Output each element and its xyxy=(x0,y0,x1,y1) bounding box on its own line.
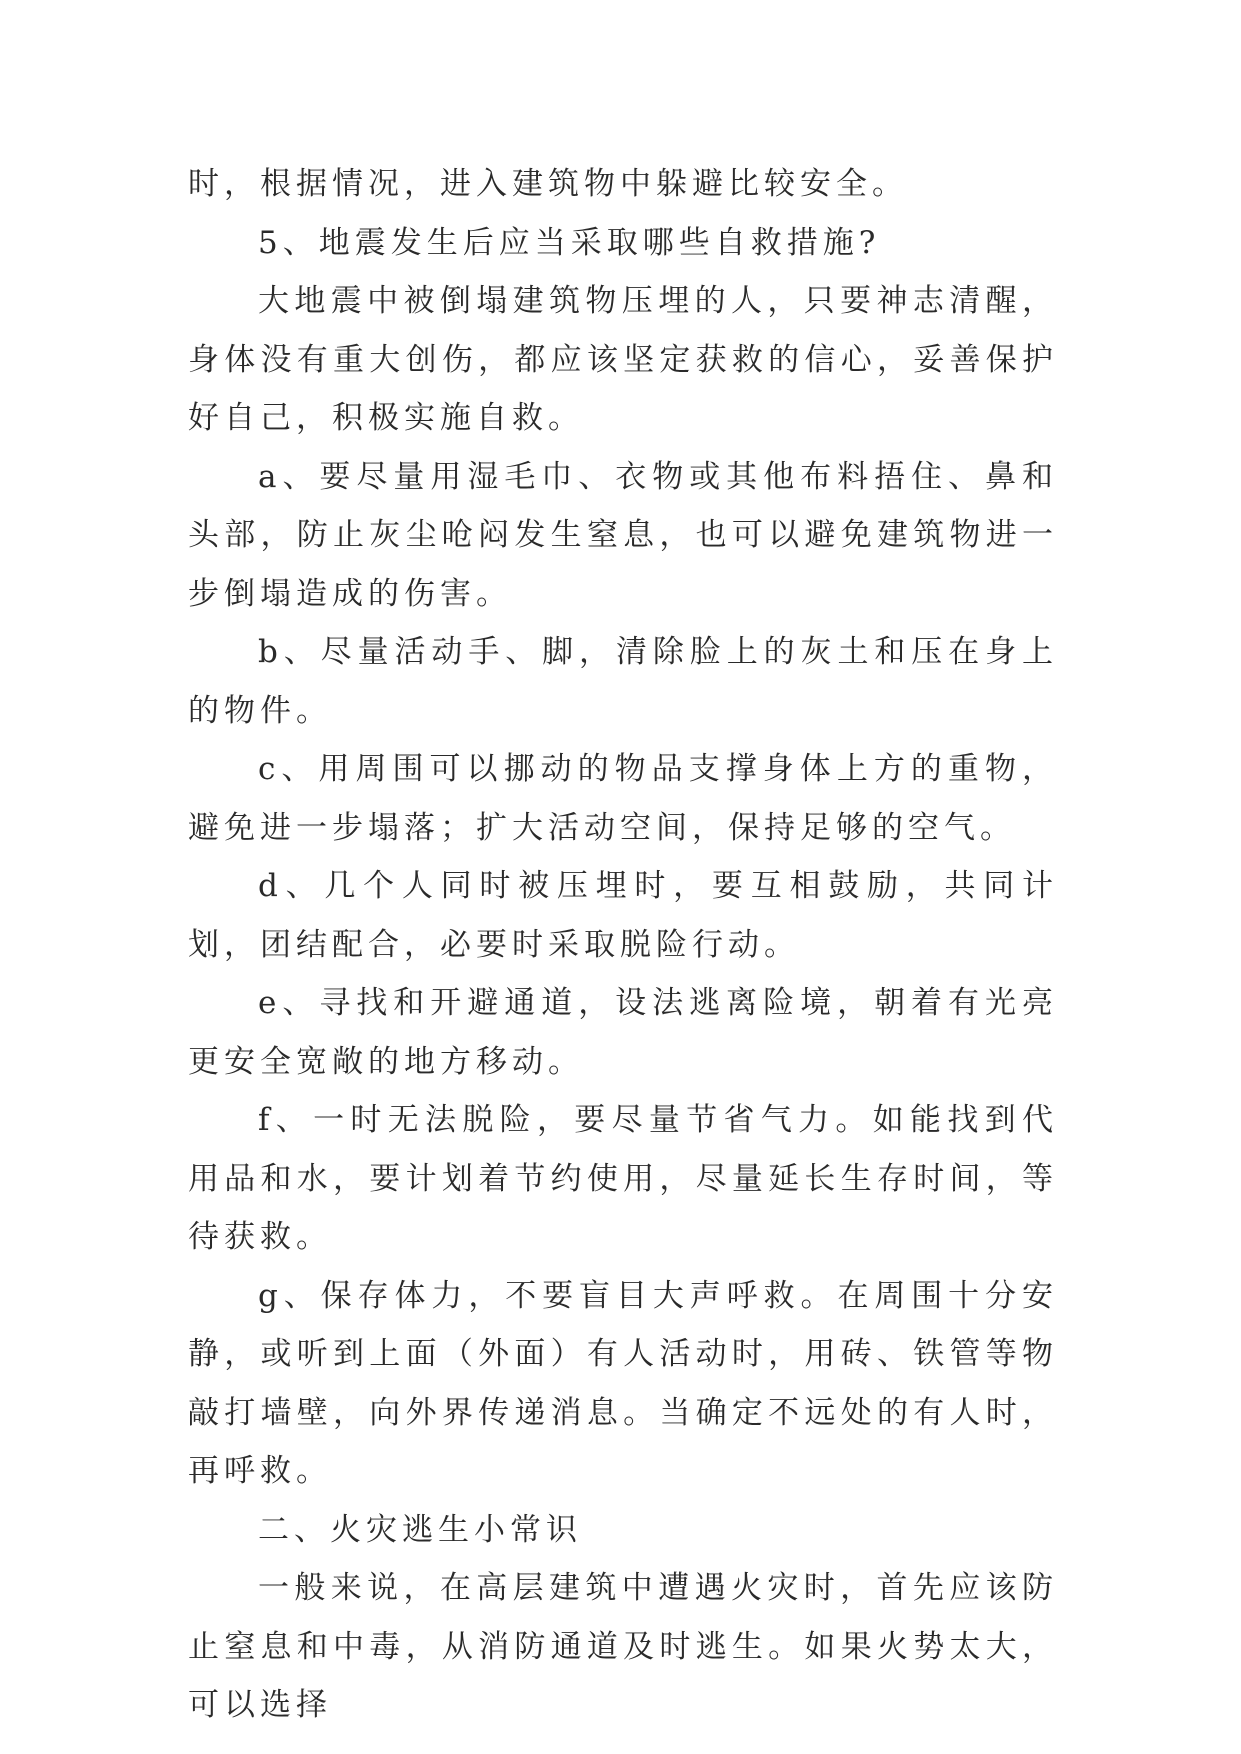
section-heading: 二、火灾逃生小常识 xyxy=(258,1511,582,1548)
list-item-g: g、保存体力，不要盲目大声呼救。在周围十分安静，或听到上面（外面）有人活动时，用砖、铁管等物敲打墙壁，向外界传递消息。当确定不远处的有人时，再呼救。 xyxy=(188,1277,1058,1489)
question-heading: 5、地震发生后应当采取哪些自救措施? xyxy=(258,224,881,261)
list-item-a: a、要尽量用湿毛巾、衣物或其他布料捂住、鼻和头部，防止灰尘呛闷发生窒息，也可以避免建筑物进一步倒塌造成的伤害。 xyxy=(188,458,1058,612)
list-item-f: f、一时无法脱险，要尽量节省气力。如能找到代用品和水，要计划着节约使用，尽量延长生存时间，等待获救。 xyxy=(188,1102,1058,1255)
list-item-c: c、用周围可以挪动的物品支撑身体上方的重物，避免进一步塌落；扩大活动空间，保持足够的空气。 xyxy=(188,751,1058,846)
paragraph-fire-intro: 一般来说，在高层建筑中遭遇火灾时，首先应该防止窒息和中毒，从消防通道及时逃生。如果火势太大，可以选择 xyxy=(188,1570,1058,1723)
document-body xyxy=(188,155,1058,1735)
list-item-d: d、几个人同时被压埋时，要互相鼓励，共同计划，团结配合，必要时采取脱险行动。 xyxy=(188,868,1058,963)
paragraph-continuation: 时，根据情况，进入建筑物中躲避比较安全。 xyxy=(188,166,908,202)
list-item-b: b、尽量活动手、脚，清除脸上的灰土和压在身上的物件。 xyxy=(188,634,1058,729)
list-item-e: e、寻找和开避通道，设法逃离险境，朝着有光亮更安全宽敞的地方移动。 xyxy=(188,985,1058,1080)
paragraph-intro: 大地震中被倒塌建筑物压埋的人，只要神志清醒，身体没有重大创伤，都应该坚定获救的信心，妥善保护好自己，积极实施自救。 xyxy=(188,283,1058,436)
